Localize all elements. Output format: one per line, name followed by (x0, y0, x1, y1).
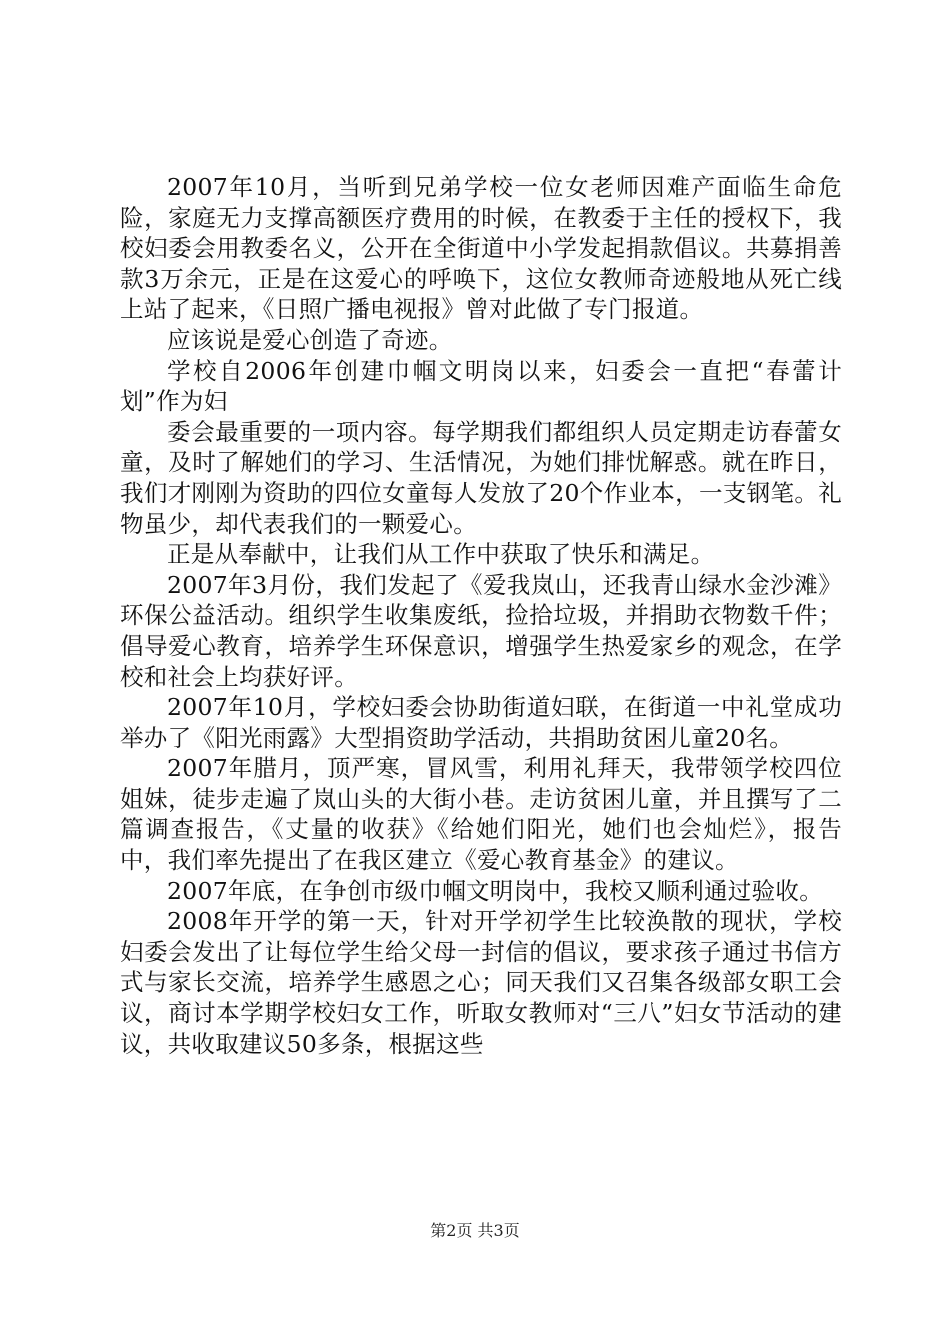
document-body (120, 172, 842, 1059)
paragraph-8: 2007年腊月，顶严寒，冒风雪，利用礼拜天，我带领学校四位姐妹，徒步走遍了岚山头的大街小巷。走访贫困儿童，并且撰写了二篇调查报告，《丈量的收获》《给她们阳光，她们也会灿烂》，报告中，我们率先提出了在我区建立《爱心教育基金》的建议。 (120, 754, 842, 875)
paragraph-9: 2007年底，在争创市级巾帼文明岗中，我校又顺利通过验收。 (167, 876, 824, 905)
paragraph-3: 学校自2006年创建巾帼文明岗以来，妇委会一直把“春蕾计划”作为妇 (120, 356, 842, 416)
paragraph-5: 正是从奉献中，让我们从工作中获取了快乐和满足。 (167, 540, 715, 569)
paragraph-2: 应该说是爱心创造了奇迹。 (167, 325, 453, 354)
paragraph-6: 2007年3月份，我们发起了《爱我岚山，还我青山绿水金沙滩》环保公益活动。组织学生收集废纸，捡拾垃圾，并捐助衣物数千件；倡导爱心教育，培养学生环保意识，增强学生热爱家乡的观念，在学校和社会上均获好评。 (120, 570, 842, 691)
paragraph-4: 委会最重要的一项内容。每学期我们都组织人员定期走访春蕾女童，及时了解她们的学习、生活情况，为她们排忧解惑。就在昨日，我们才刚刚为资助的四位女童每人发放了20个作业本，一支钢笔。礼物虽少，却代表我们的一颗爱心。 (120, 417, 842, 538)
paragraph-1: 2007年10月，当听到兄弟学校一位女老师因难产面临生命危险，家庭无力支撑高额医疗费用的时候，在教委于主任的授权下，我校妇委会用教委名义，公开在全街道中小学发起捐款倡议。共募捐善款3万余元，正是在这爱心的呼唤下，这位女教师奇迹般地从死亡线上站了起来，《日照广播电视报》曾对此做了专门报道。 (120, 173, 842, 324)
page-number-footer: 第2页 共3页 (430, 1221, 520, 1240)
paragraph-10: 2008年开学的第一天，针对开学初学生比较涣散的现状，学校妇委会发出了让每位学生给父母一封信的倡议，要求孩子通过书信方式与家长交流，培养学生感恩之心；同天我们又召集各级部女职工会议，商讨本学期学校妇女工作，听取女教师对“三八”妇女节活动的建议，共收取建议50多条，根据这些 (120, 907, 842, 1058)
paragraph-7: 2007年10月，学校妇委会协助街道妇联，在街道一中礼堂成功举办了《阳光雨露》大型捐资助学活动，共捐助贫困儿童20名。 (120, 693, 842, 752)
